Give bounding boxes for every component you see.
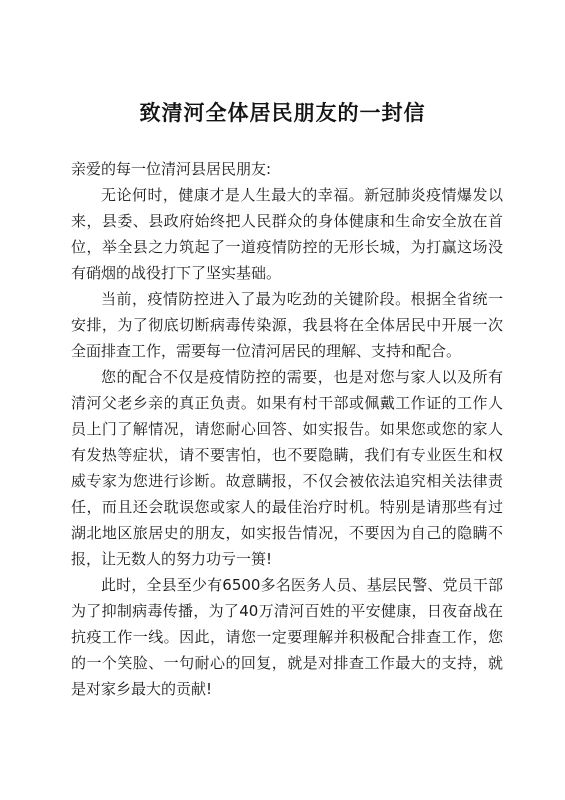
paragraph-3: 您的配合不仅是疫情防控的需要，也是对您与家人以及所有清河父老乡亲的真正负责。如果有村干部或佩戴工作证的工作人员上门了解情况，请您耐心回答、如实报告。如果您或您的家人有发热等症状，请不要害怕，也不要隐瞒，我们有专业医生和权威专家为您进行诊断。故意瞒报，不仅会被依法追究相关法律责任，而且还会耽误您或家人的最佳治疗时机。特别是请那些有过湖北地区旅居史的朋友，如实报告情况，不要因为自己的隐瞒不报，让无数人的努力功亏一篑! xyxy=(71,368,503,568)
paragraph-4: 此时，全县至少有6500多名医务人员、基层民警、党员干部为了抑制病毒传播，为了40万清河百姓的平安健康，日夜奋战在抗疫工作一线。因此，请您一定要理解并积极配合排查工作，您的一个笑脸、一句耐心的回复，就是对排查工作最大的支持，就是对家乡最大的贡献! xyxy=(71,576,503,698)
letter-title: 致清河全体居民朋友的一封信 xyxy=(139,100,426,125)
paragraph-2: 当前，疫情防控进入了最为吃劲的关键阶段。根据全省统一安排，为了彻底切断病毒传染源，我县将在全体居民中开展一次全面排查工作，需要每一位清河居民的理解、支持和配合。 xyxy=(71,290,503,360)
letter-body xyxy=(71,156,503,702)
paragraph-1: 无论何时，健康才是人生最大的幸福。新冠肺炎疫情爆发以来，县委、县政府始终把人民群众的身体健康和生命安全放在首位，举全县之力筑起了一道疫情防控的无形长城，为打赢这场没有硝烟的战役打下了坚实基础。 xyxy=(71,186,503,282)
letter-greeting: 亲爱的每一位清河县居民朋友: xyxy=(71,160,272,178)
